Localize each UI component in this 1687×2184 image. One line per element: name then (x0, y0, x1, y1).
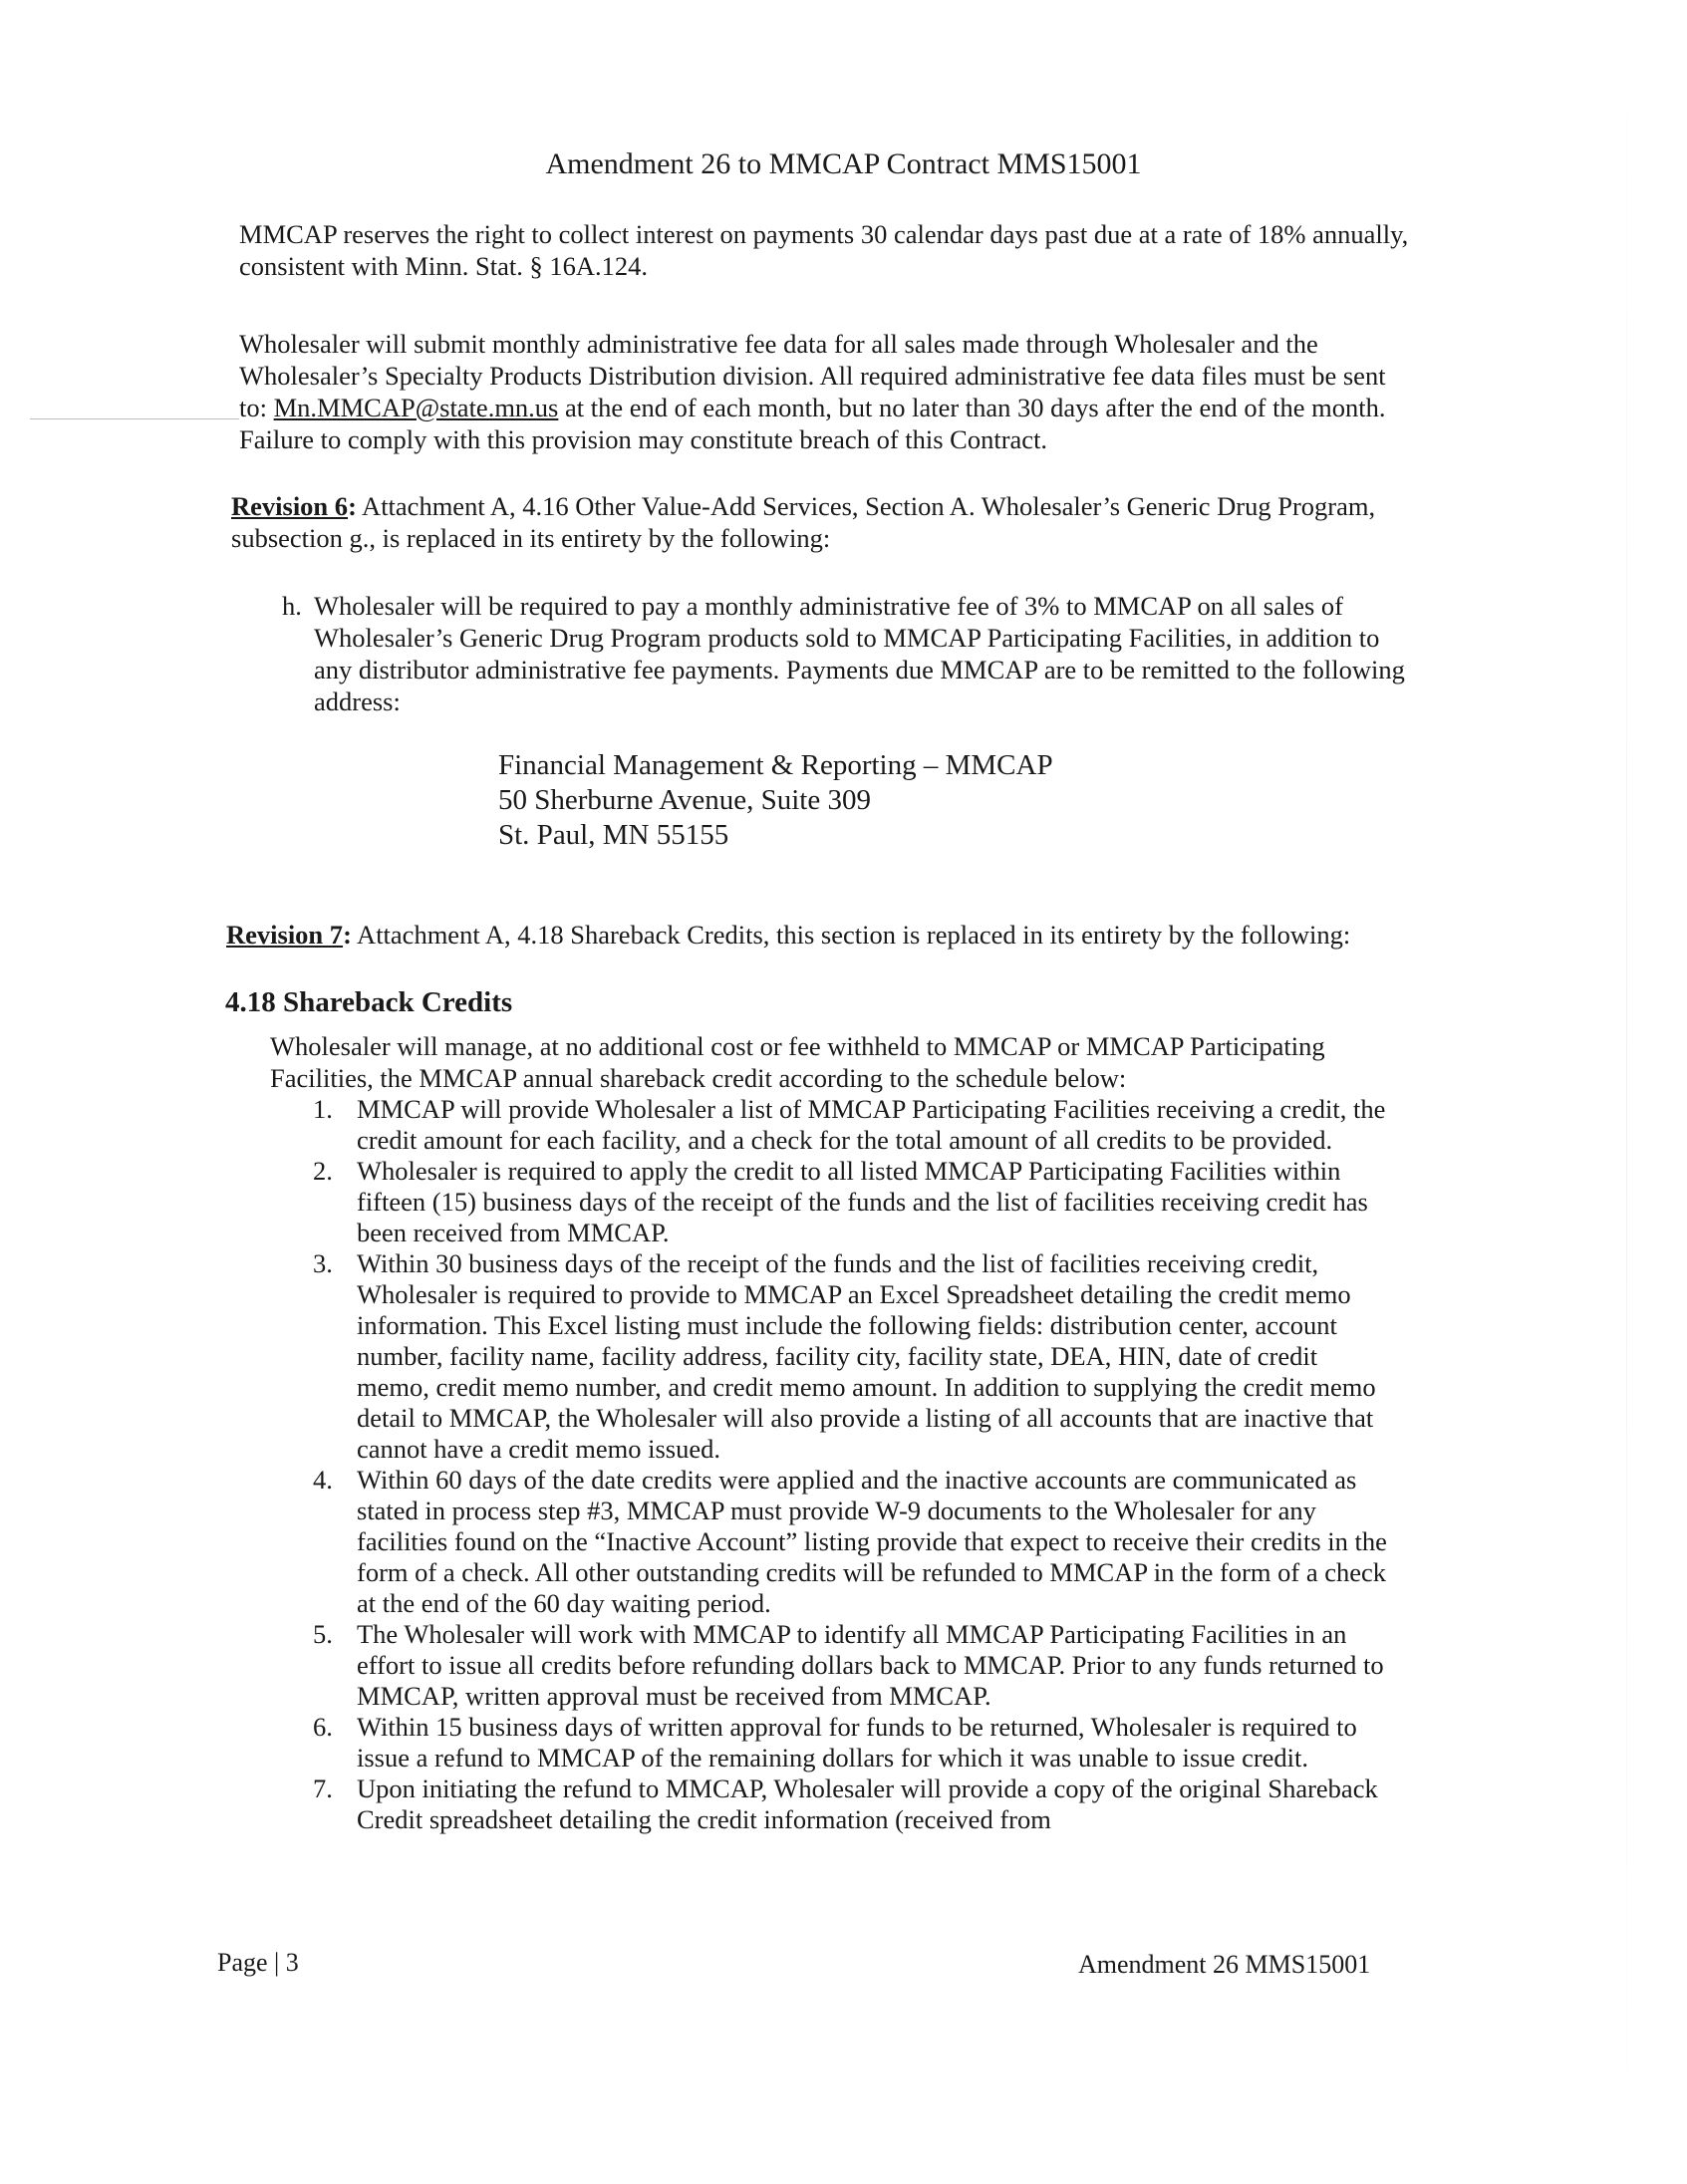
footer-document-id: Amendment 26 MMS15001 (1078, 1950, 1371, 1979)
step-text: MMCAP will provide Wholesaler a list of MMCAP Participating Facilities receiving a credit, the credit amount for each facility, and a check for the total amount of all credits to be provided. (357, 1094, 1386, 1155)
revision-7-colon: : (343, 920, 352, 950)
page-number: Page | 3 (217, 1948, 299, 1977)
page-header: Amendment 26 to MMCAP Contract MMS15001 (545, 147, 1142, 180)
interest-paragraph: MMCAP reserves the right to collect interest on payments 30 calendar days past due at a rate of 18% annually, consistent with Minn. Stat. § 16A.124. (239, 219, 1409, 281)
step-text: The Wholesaler will work with MMCAP to identify all MMCAP Participating Facilities in an effort to issue all credits before refunding dollars back to MMCAP. Prior to any funds returned to MMCAP, written approval must be received from MMCAP. (357, 1619, 1384, 1711)
revision-6-label: Revision 6 (231, 491, 349, 521)
step-number: 7. (313, 1774, 333, 1803)
revision-7-paragraph (226, 919, 1422, 951)
step-number: 2. (313, 1156, 333, 1186)
admin-fee-text-before: Wholesaler will submit monthly administrative fee data for all sales made through Wholesaler and the Wholesaler’s Specialty Products Distribution division. All required administrative fee data files must be sent to: (239, 329, 1386, 422)
scan-artifact-edge (1626, 0, 1627, 2184)
step-number: 3. (313, 1248, 333, 1278)
step-number: 6. (313, 1712, 333, 1742)
remittance-address (498, 748, 1053, 853)
list-item (299, 1774, 1395, 1835)
address-line-3: St. Paul, MN 55155 (498, 819, 729, 851)
step-text: Wholesaler is required to apply the credit to all listed MMCAP Participating Facilities within fifteen (15) business days of the receipt of the funds and the list of facilities receiving credit has been received from MMCAP. (357, 1156, 1368, 1247)
admin-fee-text-after: at the end of each month, but no later than 30 days after the end of the month. Failure to comply with this provision may constitute breach of this Contract. (239, 393, 1386, 454)
scan-artifact-line (30, 418, 239, 419)
step-text: Within 30 business days of the receipt of the funds and the list of facilities receiving credit, Wholesaler is required to provide to MMCAP an Excel Spreadsheet detailing the credit memo information. This Excel listing must include the following fields: distribution center, account number, facility name, facility address, facility city, facility state, DEA, HIN, date of credit memo, credit memo number, and credit memo amount. In addition to supplying the credit memo detail to MMCAP, the Wholesaler will also provide a listing of all accounts that are inactive that cannot have a credit memo issued. (357, 1248, 1376, 1464)
list-item (299, 1156, 1395, 1248)
revision-6-text: Attachment A, 4.16 Other Value-Add Services, Section A. Wholesaler’s Generic Drug Program, subsection g., is replaced in its entirety by the following: (231, 491, 1376, 553)
step-number: 4. (313, 1465, 333, 1495)
shareback-steps-list (299, 1094, 1395, 1835)
revision-6-colon: : (348, 491, 357, 521)
list-item (299, 1248, 1395, 1465)
step-number: 5. (313, 1619, 333, 1649)
revision-7-label: Revision 7 (226, 920, 344, 950)
section-title: 4.18 Shareback Credits (225, 986, 513, 1018)
address-line-1: Financial Management & Reporting – MMCAP (498, 749, 1053, 781)
list-item (299, 1094, 1395, 1156)
step-text: Within 15 business days of written approval for funds to be returned, Wholesaler is required to issue a refund to MMCAP of the remaining dollars for which it was unable to issue credit. (357, 1712, 1357, 1773)
email-link[interactable]: Mn.MMCAP@state.mn.us (273, 393, 559, 422)
address-line-2: 50 Sherburne Avenue, Suite 309 (498, 784, 871, 816)
revision-6-paragraph (231, 490, 1417, 554)
step-text: Within 60 days of the date credits were applied and the inactive accounts are communicated as stated in process step #3, MMCAP must provide W-9 documents to the Wholesaler for any facilities found on the “Inactive Account” listing provide that expect to receive their credits in the form of a check. All other outstanding credits will be refunded to MMCAP in the form of a check at the end of the 60 day waiting period. (357, 1465, 1387, 1618)
list-item (299, 1712, 1395, 1774)
subsection-h-text: Wholesaler will be required to pay a monthly administrative fee of 3% to MMCAP on all sales of Wholesaler’s Generic Drug Program products sold to MMCAP Participating Facilities, in addition to any distributor administrative fee payments. Payments due MMCAP are to be remitted to the following address: (314, 591, 1405, 716)
step-text: Upon initiating the refund to MMCAP, Wholesaler will provide a copy of the original Shareback Credit spreadsheet detailing the credit information (received from (357, 1774, 1378, 1834)
subsection-h (282, 590, 1418, 717)
list-item (299, 1465, 1395, 1619)
subsection-h-marker: h. (282, 591, 302, 621)
step-number: 1. (313, 1094, 333, 1124)
revision-7-text: Attachment A, 4.18 Shareback Credits, this section is replaced in its entirety by the following: (351, 920, 1351, 950)
section-intro: Wholesaler will manage, at no additional cost or fee withheld to MMCAP or MMCAP Participating Facilities, the MMCAP annual shareback credit according to the schedule below: (270, 1031, 1325, 1093)
list-item (299, 1619, 1395, 1712)
admin-fee-data-paragraph (239, 328, 1415, 455)
